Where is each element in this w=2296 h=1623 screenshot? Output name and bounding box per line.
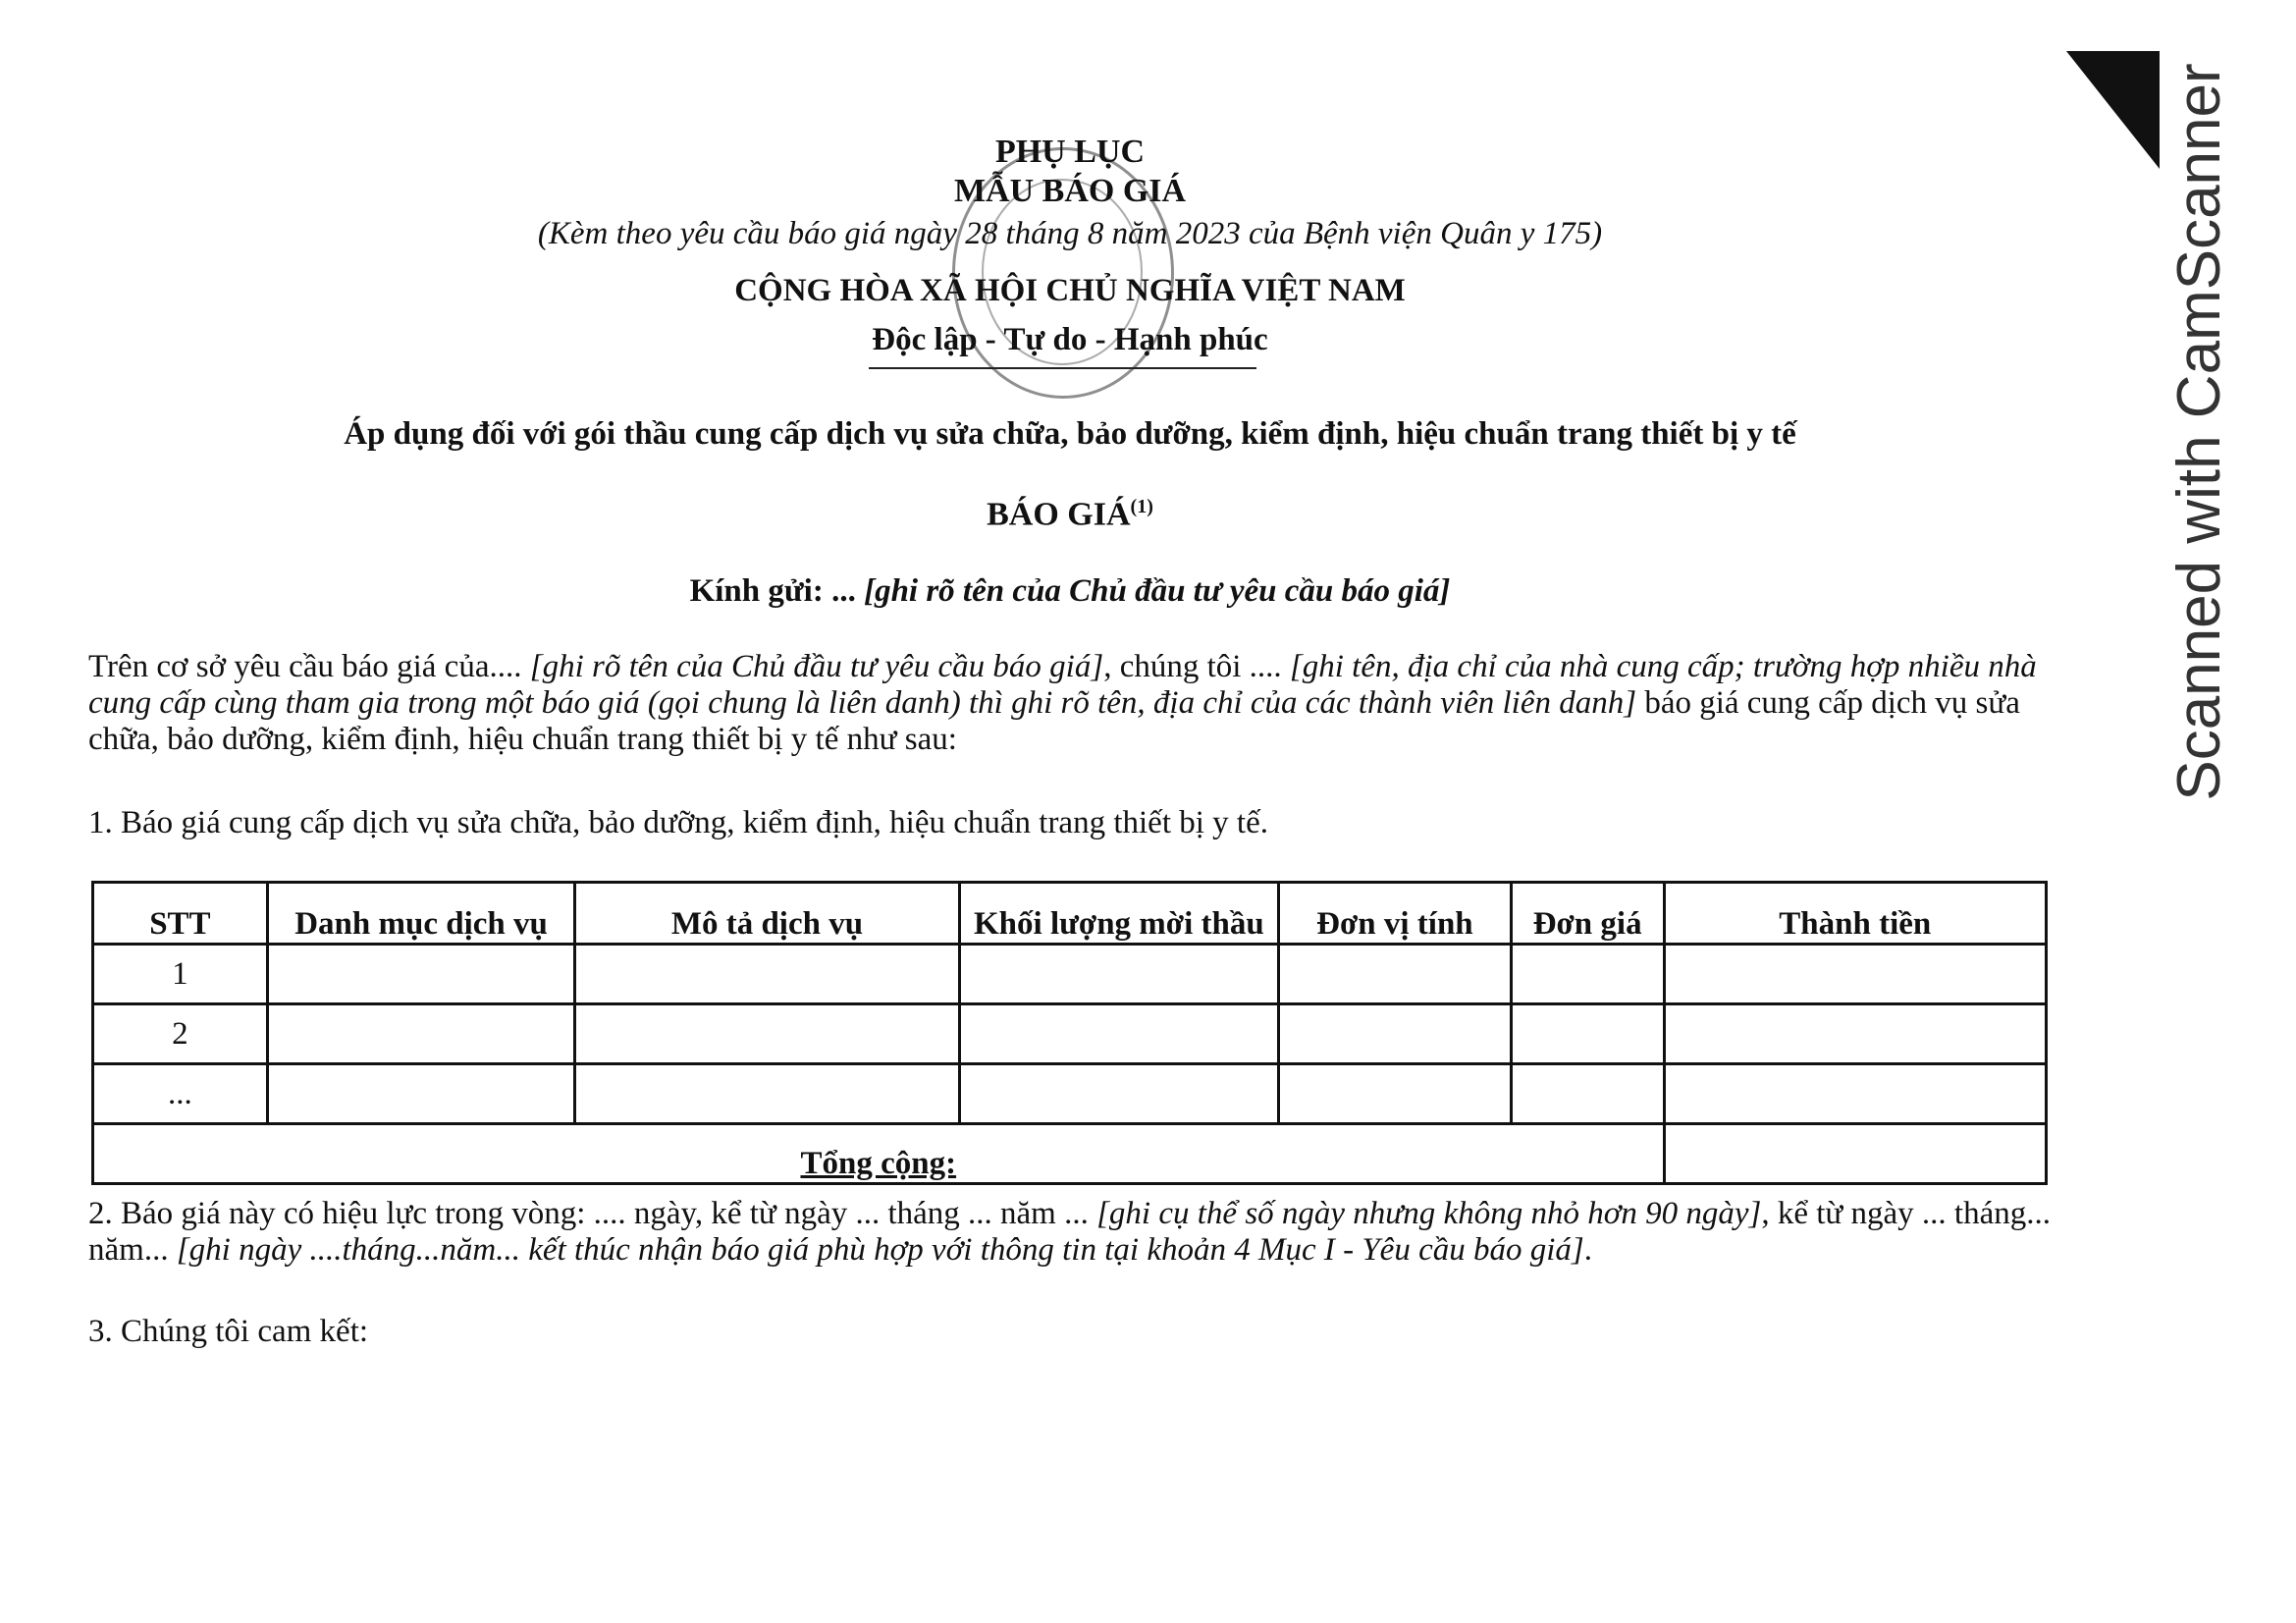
addressee-prefix: Kính gửi: ... (689, 573, 865, 609)
total-row (93, 1124, 2047, 1184)
table-cell (575, 1064, 959, 1124)
table-header-row (93, 883, 2047, 945)
item-2-text-3: . (1583, 1232, 1592, 1268)
motto-underline (869, 367, 1256, 369)
attachment-note: (Kèm theo yêu cầu báo giá ngày 28 tháng 8 năm 2023 của Bệnh viện Quân y 175) (537, 216, 1603, 251)
addressee-line (0, 573, 2140, 610)
quotation-table (91, 881, 2048, 1185)
intro-placeholder-2: [ghi tên, địa chỉ của nhà cung cấp; trường hợp nhiều nhà cung cấp cùng tham gia trong một báo giá (gọi chung là liên danh) thì ghi rõ tên, địa chỉ của các thành viên liên danh] (88, 649, 2037, 721)
camscanner-watermark: Scanned with CamScanner (2165, 63, 2233, 801)
item-2-placeholder-1: [ghi cụ thể số ngày nhưng không nhỏ hơn 90 ngày] (1096, 1196, 1762, 1231)
total-label: Tổng cộng: (93, 1124, 1665, 1184)
header-unit: Đơn vị tính (1279, 883, 1512, 945)
table-row (93, 1064, 2047, 1124)
addressee-placeholder: [ghi rõ tên của Chủ đầu tư yêu cầu báo giá] (864, 573, 1451, 609)
item-2-placeholder-2: [ghi ngày ....tháng...năm... kết thúc nhận báo giá phù hợp với thông tin tại khoản 4 Mục I - Yêu cầu báo giá] (176, 1232, 1584, 1268)
table-cell (267, 945, 575, 1004)
table-cell (1511, 945, 1664, 1004)
intro-text-1: Trên cơ sở yêu cầu báo giá của.... (88, 649, 530, 684)
header-unit-price: Đơn giá (1511, 883, 1664, 945)
item-1: 1. Báo giá cung cấp dịch vụ sửa chữa, bảo dưỡng, kiểm định, hiệu chuẩn trang thiết bị y tế. (88, 805, 1268, 840)
form-title: MẪU BÁO GIÁ (953, 173, 1187, 209)
row-number: ... (93, 1064, 268, 1124)
intro-text-2: , chúng tôi .... (1103, 649, 1290, 684)
appendix-title: PHỤ LỤC (994, 134, 1146, 170)
footnote-marker: (1) (1130, 496, 1153, 517)
national-title: CỘNG HÒA XÃ HỘI CHỦ NGHĨA VIỆT NAM (734, 273, 1406, 308)
item-2-text-2: , kể từ ngày ... tháng... năm... (88, 1196, 2051, 1268)
header-service-description: Mô tả dịch vụ (575, 883, 959, 945)
table-cell (575, 1004, 959, 1064)
header-quantity: Khối lượng mời thầu (959, 883, 1279, 945)
table-row (93, 1004, 2047, 1064)
table-cell (267, 1064, 575, 1124)
table-cell (1664, 1064, 2046, 1124)
scope-statement: Áp dụng đối với gói thầu cung cấp dịch vụ sửa chữa, bảo dưỡng, kiểm định, hiệu chuẩn trang thiết bị y tế (344, 416, 1796, 452)
total-amount-cell (1664, 1124, 2046, 1184)
item-3: 3. Chúng tôi cam kết: (88, 1314, 369, 1349)
intro-text-3: báo giá cung cấp dịch vụ sửa chữa, bảo dưỡng, kiểm định, hiệu chuẩn trang thiết bị y tế như sau: (88, 685, 2020, 757)
table-cell (575, 945, 959, 1004)
table-cell (959, 1064, 1279, 1124)
intro-paragraph (88, 649, 2061, 758)
table-cell (1279, 945, 1512, 1004)
table-cell (1664, 945, 2046, 1004)
table-cell (1279, 1064, 1512, 1124)
item-2 (88, 1196, 2061, 1269)
scan-corner-mark (2066, 51, 2160, 169)
row-number: 1 (93, 945, 268, 1004)
header-service-list: Danh mục dịch vụ (267, 883, 575, 945)
table-row (93, 945, 2047, 1004)
quotation-heading (0, 496, 2140, 533)
header-stt: STT (93, 883, 268, 945)
table-cell (1664, 1004, 2046, 1064)
national-motto: Độc lập - Tự do - Hạnh phúc (872, 322, 1268, 357)
intro-placeholder-1: [ghi rõ tên của Chủ đầu tư yêu cầu báo giá] (529, 649, 1104, 684)
quotation-heading-text: BÁO GIÁ (987, 496, 1131, 533)
table-cell (1279, 1004, 1512, 1064)
table-cell (267, 1004, 575, 1064)
item-2-text-1: 2. Báo giá này có hiệu lực trong vòng: .... ngày, kể từ ngày ... tháng ... năm ... (88, 1196, 1097, 1231)
table-cell (1511, 1004, 1664, 1064)
table-cell (959, 1004, 1279, 1064)
table-cell (1511, 1064, 1664, 1124)
header-amount: Thành tiền (1664, 883, 2046, 945)
table-cell (959, 945, 1279, 1004)
row-number: 2 (93, 1004, 268, 1064)
